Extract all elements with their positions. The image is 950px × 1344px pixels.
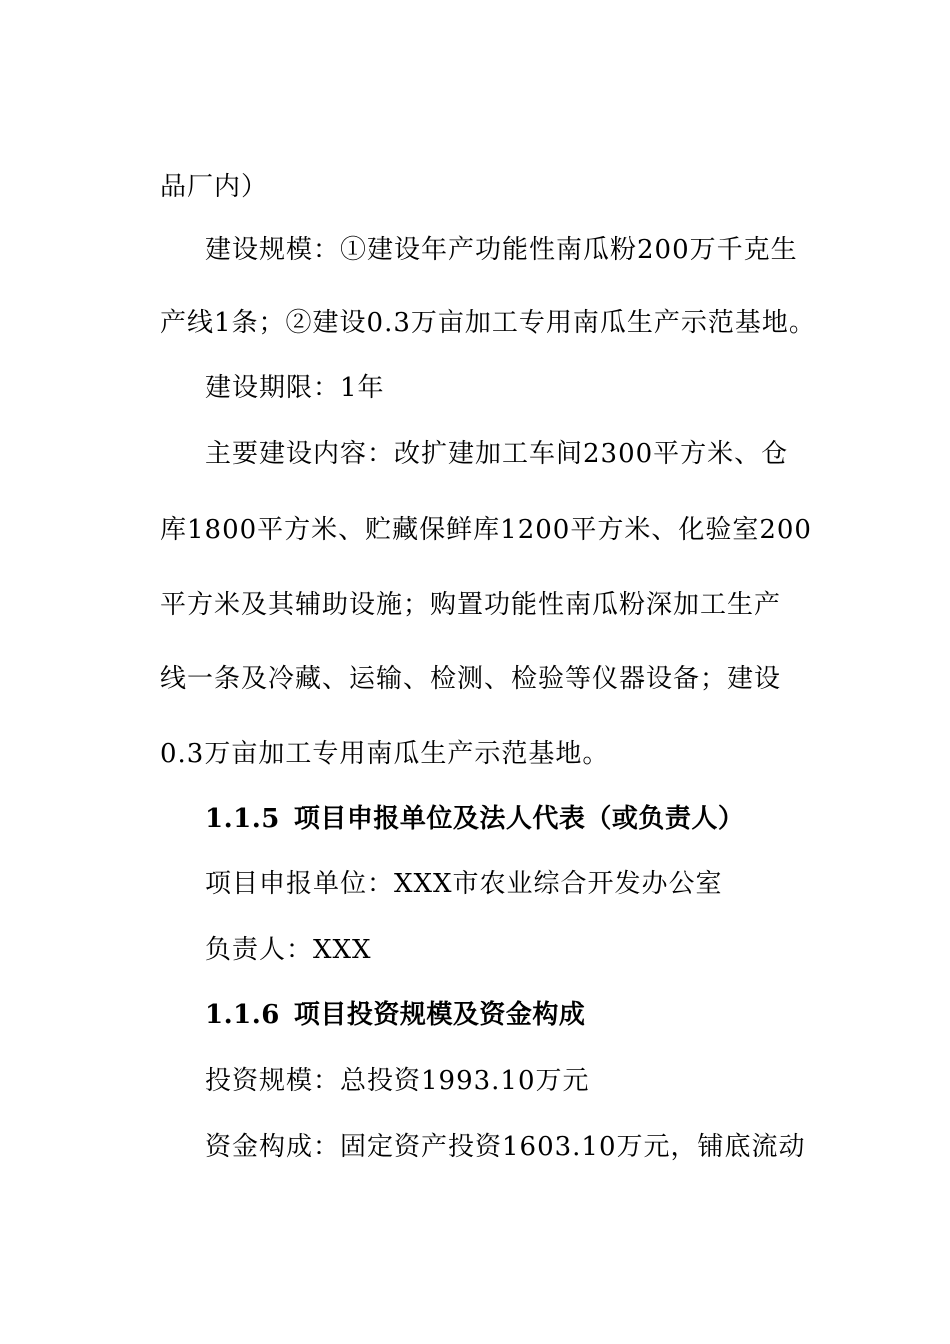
construction-scale-line-cont: 产线1条；②建设0.3万亩加工专用南瓜生产示范基地。 [160, 308, 816, 338]
construction-period-line: 建设期限：1年 [205, 373, 385, 403]
construction-content-line-3: 平方米及其辅助设施；购置功能性南瓜粉深加工生产 [160, 590, 782, 620]
section-title: 项目申报单位及法人代表（或负责人） [293, 804, 745, 834]
section-title: 项目投资规模及资金构成 [293, 1000, 586, 1030]
construction-content-line-5: 0.3万亩加工专用南瓜生产示范基地。 [160, 739, 610, 769]
construction-content-line-1: 主要建设内容：改扩建加工车间2300平方米、仓 [205, 439, 789, 469]
section-number: 1.1.5 [205, 804, 280, 834]
construction-content-line-4: 线一条及冷藏、运输、检测、检验等仪器设备；建设 [160, 664, 782, 694]
section-heading-1-1-5 [205, 802, 744, 836]
responsible-line: 负责人：XXX [205, 935, 372, 965]
investment-scale-line: 投资规模：总投资1993.10万元 [205, 1066, 590, 1096]
construction-scale-line: 建设规模：①建设年产功能性南瓜粉200万千克生 [205, 235, 798, 265]
construction-content-line-2: 库1800平方米、贮藏保鲜库1200平方米、化验室200 [160, 515, 812, 545]
funding-structure-line: 资金构成：固定资产投资1603.10万元，铺底流动 [205, 1132, 806, 1162]
section-heading-1-1-6 [205, 998, 585, 1032]
section-number: 1.1.6 [205, 1000, 280, 1030]
text-line-1: 品厂内） [160, 172, 269, 202]
applicant-line: 项目申报单位：XXX市农业综合开发办公室 [205, 869, 723, 899]
